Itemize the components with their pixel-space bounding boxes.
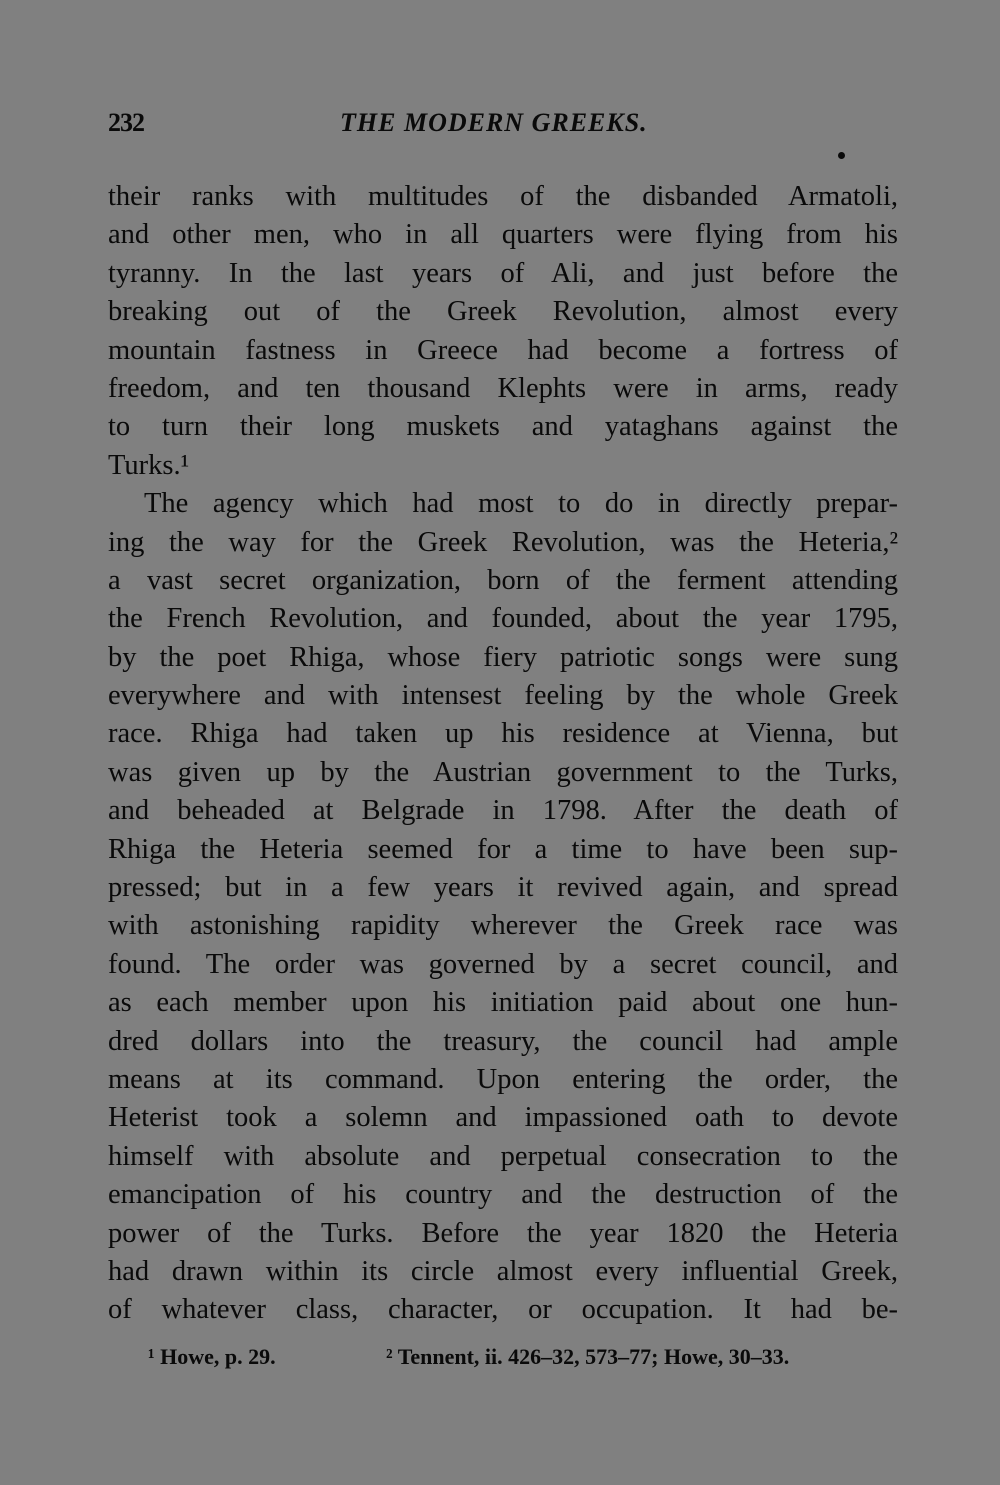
text-line: as each member upon his initiation paid about one hun-	[108, 987, 898, 1019]
text-line: had drawn within its circle almost every influential Greek,	[108, 1255, 898, 1287]
text-line: freedom, and ten thousand Klephts were in arms, ready	[108, 372, 898, 404]
text-line: everywhere and with intensest feeling by the whole Greek	[108, 680, 898, 712]
text-line: Turks.¹	[108, 449, 190, 481]
text-line: of whatever class, character, or occupation. It had be-	[108, 1294, 898, 1326]
text-line: power of the Turks. Before the year 1820 the Heteria	[108, 1217, 898, 1249]
text-line: emancipation of his country and the destruction of the	[108, 1179, 898, 1211]
text-line: tyranny. In the last years of Ali, and just before the	[108, 257, 898, 289]
text-line: pressed; but in a few years it revived again, and spread	[108, 872, 898, 904]
text-line: and other men, who in all quarters were flying from his	[108, 219, 898, 251]
page-header	[108, 108, 898, 148]
page-number: 232	[108, 108, 144, 137]
text-line: was given up by the Austrian government to the Turks,	[108, 756, 898, 788]
text-line: race. Rhiga had taken up his residence at Vienna, but	[108, 718, 898, 750]
text-line: the French Revolution, and founded, about the year 1795,	[108, 603, 898, 635]
running-head: THE MODERN GREEKS.	[340, 108, 648, 137]
text-line: means at its command. Upon entering the order, the	[108, 1063, 898, 1095]
text-line: dred dollars into the treasury, the council had ample	[108, 1025, 898, 1057]
text-line: to turn their long muskets and yataghans against the	[108, 411, 898, 443]
text-line: and beheaded at Belgrade in 1798. After the death of	[108, 795, 898, 827]
text-line: breaking out of the Greek Revolution, almost every	[108, 296, 898, 328]
text-line: by the poet Rhiga, whose fiery patriotic songs were sung	[108, 641, 898, 673]
body-text	[108, 178, 898, 1330]
footnote-1: ¹ Howe, p. 29.	[148, 1344, 276, 1369]
text-line: a vast secret organization, born of the ferment attending	[108, 564, 898, 596]
footnotes	[108, 1344, 898, 1378]
text-line: ing the way for the Greek Revolution, was the Heteria,²	[108, 526, 898, 558]
print-speck	[838, 152, 845, 159]
text-line: Rhiga the Heteria seemed for a time to have been sup-	[108, 833, 898, 865]
text-line: Heterist took a solemn and impassioned oath to devote	[108, 1102, 898, 1134]
text-line: found. The order was governed by a secret council, and	[108, 948, 898, 980]
text-line: himself with absolute and perpetual consecration to the	[108, 1140, 898, 1172]
footnote-2: ² Tennent, ii. 426–32, 573–77; Howe, 30–33.	[386, 1344, 790, 1369]
text-line: their ranks with multitudes of the disbanded Armatoli,	[108, 181, 898, 212]
text-line: The agency which had most to do in directly prepar-	[144, 488, 898, 520]
text-line: with astonishing rapidity wherever the Greek race was	[108, 910, 898, 942]
text-line: mountain fastness in Greece had become a fortress of	[108, 334, 898, 366]
